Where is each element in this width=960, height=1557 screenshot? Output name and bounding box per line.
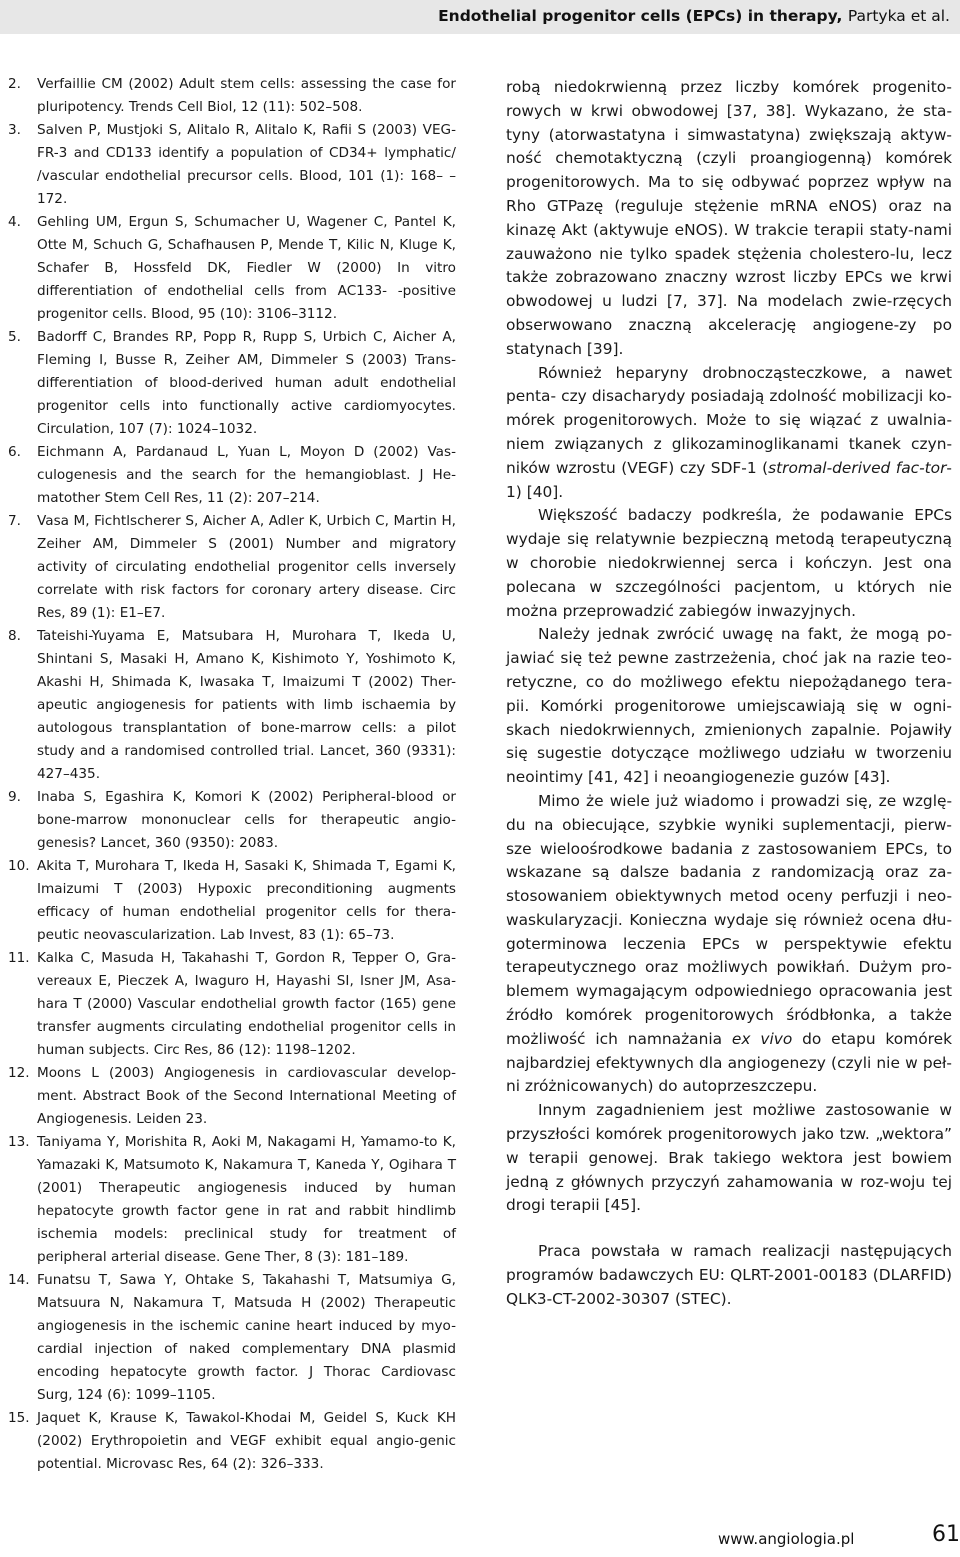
header-title: Endothelial progenitor cells (EPCs) in therapy, bbox=[438, 7, 843, 25]
reference-item bbox=[8, 1407, 456, 1476]
paragraph-funding: Praca powstała w ramach realizacji następujących programów badawczych EU: QLRT-2001-00183 (DLARFID) QLK3-CT-2002-30307 (STEC). bbox=[506, 1242, 952, 1308]
reference-item bbox=[8, 510, 456, 625]
italic-ex-vivo: ex vivo bbox=[731, 1029, 793, 1048]
reference-number: 8. bbox=[8, 628, 21, 644]
reference-number: 7. bbox=[8, 513, 21, 529]
reference-text: Vasa M, Fichtlscherer S, Aicher A, Adler K, Urbich C, Martin H, Zeiher AM, Dimmeler S (2001) Number and migratory activity of circulating endothelial progenitor cells inversely correlate with risk factors for coronary artery disease. Circ Res, 89 (1): E1–E7. bbox=[37, 513, 456, 621]
running-header bbox=[0, 0, 960, 34]
paragraph-safety: Większość badaczy podkreśla, że podawanie EPCs wydaje się relatywnie bezpieczną metodą terapeutyczną w chorobie niedokrwiennej serca i kończyn. Jest ona polecana w szczególności pacjentom, u których nie można przeprowadzić zabiegów inwazyjnych. bbox=[506, 506, 952, 620]
reference-text: Tateishi-Yuyama E, Matsubara H, Murohara T, Ikeda U, Shintani S, Masaki H, Amano K, Kishimoto Y, Yoshimoto K, Akashi H, Shimada K, Iwasaka T, Imaizumi T (2002) Ther-apeutic angiogenesis for patients with limb ischaemia by autologous transplantation of bone-marrow cells: a pilot study and a randomised controlled trial. Lancet, 360 (9331): 427–435. bbox=[37, 628, 456, 782]
reference-number: 2. bbox=[8, 76, 21, 92]
reference-number: 13. bbox=[8, 1134, 30, 1150]
future-text-end: do etapu komórek najbardziej efektywnych dla angiogenezy (czyli nie w peł-ni zróżnicowanych) do autoprzeszczepu. bbox=[506, 1029, 952, 1096]
reference-number: 12. bbox=[8, 1065, 30, 1081]
reference-text: Eichmann A, Pardanaud L, Yuan L, Moyon D (2002) Vas-culogenesis and the search for the hemangioblast. J He-matother Stem Cell Res, 11 (2): 207–214. bbox=[37, 444, 456, 506]
paragraph-concerns: Należy jednak zwrócić uwagę na fakt, że mogą po-jawiać się też pewne zastrzeżenia, choć jak na razie teo-retyczne, co do możliwego efektu niepożądanego tera-pii. Komórki progenitorowe umiejscawiają się w ogni-skach niedokrwiennych, zmienionych zapalnie. Pojawiły się sugestie dotyczące możliwego udziału w tworzeniu neointimy [41, 42] i neoangiogenezie guzów [43]. bbox=[506, 625, 952, 787]
reference-text: Salven P, Mustjoki S, Alitalo R, Alitalo K, Rafii S (2003) VEG-FR-3 and CD133 identify a population of CD34+ lymphatic/ /vascular endothelial precursor cells. Blood, 101 (1): 168– –172. bbox=[37, 122, 456, 207]
heparins-text: Również heparyny drobnocząsteczkowe, a nawet penta- czy disacharydy posiadają zdolność mobilizacji ko-mórek progenitorowych. Może to się wiązać z uwalnia-niem związanych z glikozaminoglikanami tkanek czyn-ników wzrostu (VEGF) czy SDF-1 ( bbox=[506, 363, 952, 477]
reference-text: Inaba S, Egashira K, Komori K (2002) Peripheral-blood or bone-marrow mononuclear cells for therapeutic angio-genesis? Lancet, 360 (9350): 2083. bbox=[37, 789, 456, 851]
reference-text: Badorff C, Brandes RP, Popp R, Rupp S, Urbich C, Aicher A, Fleming I, Busse R, Zeiher AM, Dimmeler S (2003) Trans-differentiation of blood-derived human adult endothelial progenitor cells into functionally active cardiomyocytes. Circulation, 107 (7): 1024–1032. bbox=[37, 329, 456, 437]
reference-number: 4. bbox=[8, 214, 21, 230]
reference-text: Moons L (2003) Angiogenesis in cardiovascular develop-ment. Abstract Book of the Second International Meeting of Angiogenesis. Leiden 23. bbox=[37, 1065, 456, 1127]
reference-number: 10. bbox=[8, 858, 30, 874]
paragraph-heparins bbox=[506, 362, 952, 505]
reference-item bbox=[8, 947, 456, 1062]
reference-item bbox=[8, 855, 456, 947]
reference-number: 9. bbox=[8, 789, 21, 805]
body-text-column bbox=[506, 76, 952, 1312]
italic-term: stromal-derived fac-tor bbox=[768, 458, 947, 477]
page-number: 61 bbox=[932, 1522, 960, 1547]
reference-text: Akita T, Murohara T, Ikeda H, Sasaki K, Shimada T, Egami K, Imaizumi T (2003) Hypoxic preconditioning augments efficacy of human endothelial progenitor cells for thera-peutic neovascularization. Lab Invest, 83 (1): 65–73. bbox=[37, 858, 456, 943]
footer-url: www.angiologia.pl bbox=[718, 1530, 855, 1548]
reference-number: 15. bbox=[8, 1410, 30, 1426]
paragraph-gene-therapy: Innym zagadnieniem jest możliwe zastosowanie w przyszłości komórek progenitorowych jako tzw. „wektora” w terapii genowej. Brak takiego wektora jest bowiem jedną z głównych przyczyń zahamowania w roz-woju tej drogi terapii [45]. bbox=[506, 1101, 952, 1215]
reference-item bbox=[8, 1131, 456, 1269]
reference-item bbox=[8, 73, 456, 119]
reference-number: 5. bbox=[8, 329, 21, 345]
reference-number: 11. bbox=[8, 950, 30, 966]
reference-item bbox=[8, 1062, 456, 1131]
reference-text: Gehling UM, Ergun S, Schumacher U, Wagener C, Pantel K, Otte M, Schuch G, Schafhausen P, Mende T, Kilic N, Kluge K, Schafer B, Hossfeld DK, Fiedler W (2000) In vitro differentiation of endothelial cells from AC133- -positive progenitor cells. Blood, 95 (10): 3106–3112. bbox=[37, 214, 456, 322]
reference-number: 6. bbox=[8, 444, 21, 460]
header-authors: Partyka et al. bbox=[847, 7, 950, 25]
heparins-text-end: -1) [40]. bbox=[506, 458, 952, 501]
reference-text: Kalka C, Masuda H, Takahashi T, Gordon R, Tepper O, Gra-vereaux E, Pieczek A, Iwaguro H, Hayashi SI, Isner JM, Asa-hara T (2000) Vascular endothelial growth factor (165) gene transfer augments circulating endothelial progenitor cells in human subjects. Circ Res, 86 (12): 1198–1202. bbox=[37, 950, 456, 1058]
reference-item bbox=[8, 441, 456, 510]
reference-number: 14. bbox=[8, 1272, 30, 1288]
reference-text: Taniyama Y, Morishita R, Aoki M, Nakagami H, Yamamo-to K, Yamazaki K, Matsumoto K, Nakamura T, Kaneda Y, Ogihara T (2001) Therapeutic angiogenesis induced by human hepatocyte growth factor gene in rat and rabbit hindlimb ischemia models: preclinical study for treatment of peripheral arterial disease. Gene Ther, 8 (3): 181–189. bbox=[37, 1134, 456, 1265]
paragraph-statins: robą niedokrwienną przez liczby komórek progenito-rowych w krwi obwodowej [37, 38]. Wykazano, że sta-tyny (atorwastatyna i simwastatyna) zwiększają aktyw-ność chemotaktyczną (czyli proangiogenną) komórek progenitorowych. Ma to się odbywać poprzez wpływ na Rho GTPazę (reguluje stężenie mRNA eNOS) oraz na kinazę Akt (aktywuje eNOS). W trakcie terapii staty-nami zauważono nie tylko spadek stężenia cholestero-lu, lecz także zobrazowano znaczny wzrost liczby EPCs we krwi obwodowej u ludzi [7, 37]. Na modelach zwie-rzęcych obserwowano znaczną akcelerację angiogene-zy po statynach [39]. bbox=[506, 78, 952, 358]
reference-item bbox=[8, 625, 456, 786]
reference-item bbox=[8, 1269, 456, 1407]
reference-item bbox=[8, 786, 456, 855]
future-text: Mimo że wiele już wiadomo i prowadzi się, ze wzglę-du na obiecujące, szybkie wyniki suplementacji, pierw-sze wieloośrodkowe badania z zastosowaniem EPCs, to wskazane są dalsze badania z randomizacją oraz za-stosowaniem obiektywnych metod oceny perfuzji i neo-waskularyzacji. Konieczna wydaje się również ocena dłu-goterminowa leczenia EPCs w perspektywie efektu terapeutycznego oraz możliwych powikłań. Dużym pro-blemem wymagającym odpowiedniego opracowania jest źródło komórek progenitorowych śródbłonka, a także możliwość ich namnażania bbox=[506, 791, 952, 1048]
reference-item bbox=[8, 211, 456, 326]
reference-list bbox=[8, 73, 456, 1476]
reference-text: Verfaillie CM (2002) Adult stem cells: assessing the case for pluripotency. Trends Cell Biol, 12 (11): 502–508. bbox=[37, 76, 456, 115]
reference-text: Jaquet K, Krause K, Tawakol-Khodai M, Geidel S, Kuck KH (2002) Erythropoietin and VEGF exhibit equal angio-genic potential. Microvasc Res, 64 (2): 326–333. bbox=[37, 1410, 456, 1472]
reference-item bbox=[8, 326, 456, 441]
header-text bbox=[438, 7, 950, 25]
reference-text: Funatsu T, Sawa Y, Ohtake S, Takahashi T, Matsumiya G, Matsuura N, Nakamura T, Matsuda H (2002) Therapeutic angiogenesis in the ischemic canine heart induced by myo-cardial injection of naked complementary DNA plasmid encoding hepatocyte growth factor. J Thorac Cardiovasc Surg, 124 (6): 1099–1105. bbox=[37, 1272, 456, 1403]
reference-item bbox=[8, 119, 456, 211]
paragraph-future-research bbox=[506, 790, 952, 1099]
reference-number: 3. bbox=[8, 122, 21, 138]
